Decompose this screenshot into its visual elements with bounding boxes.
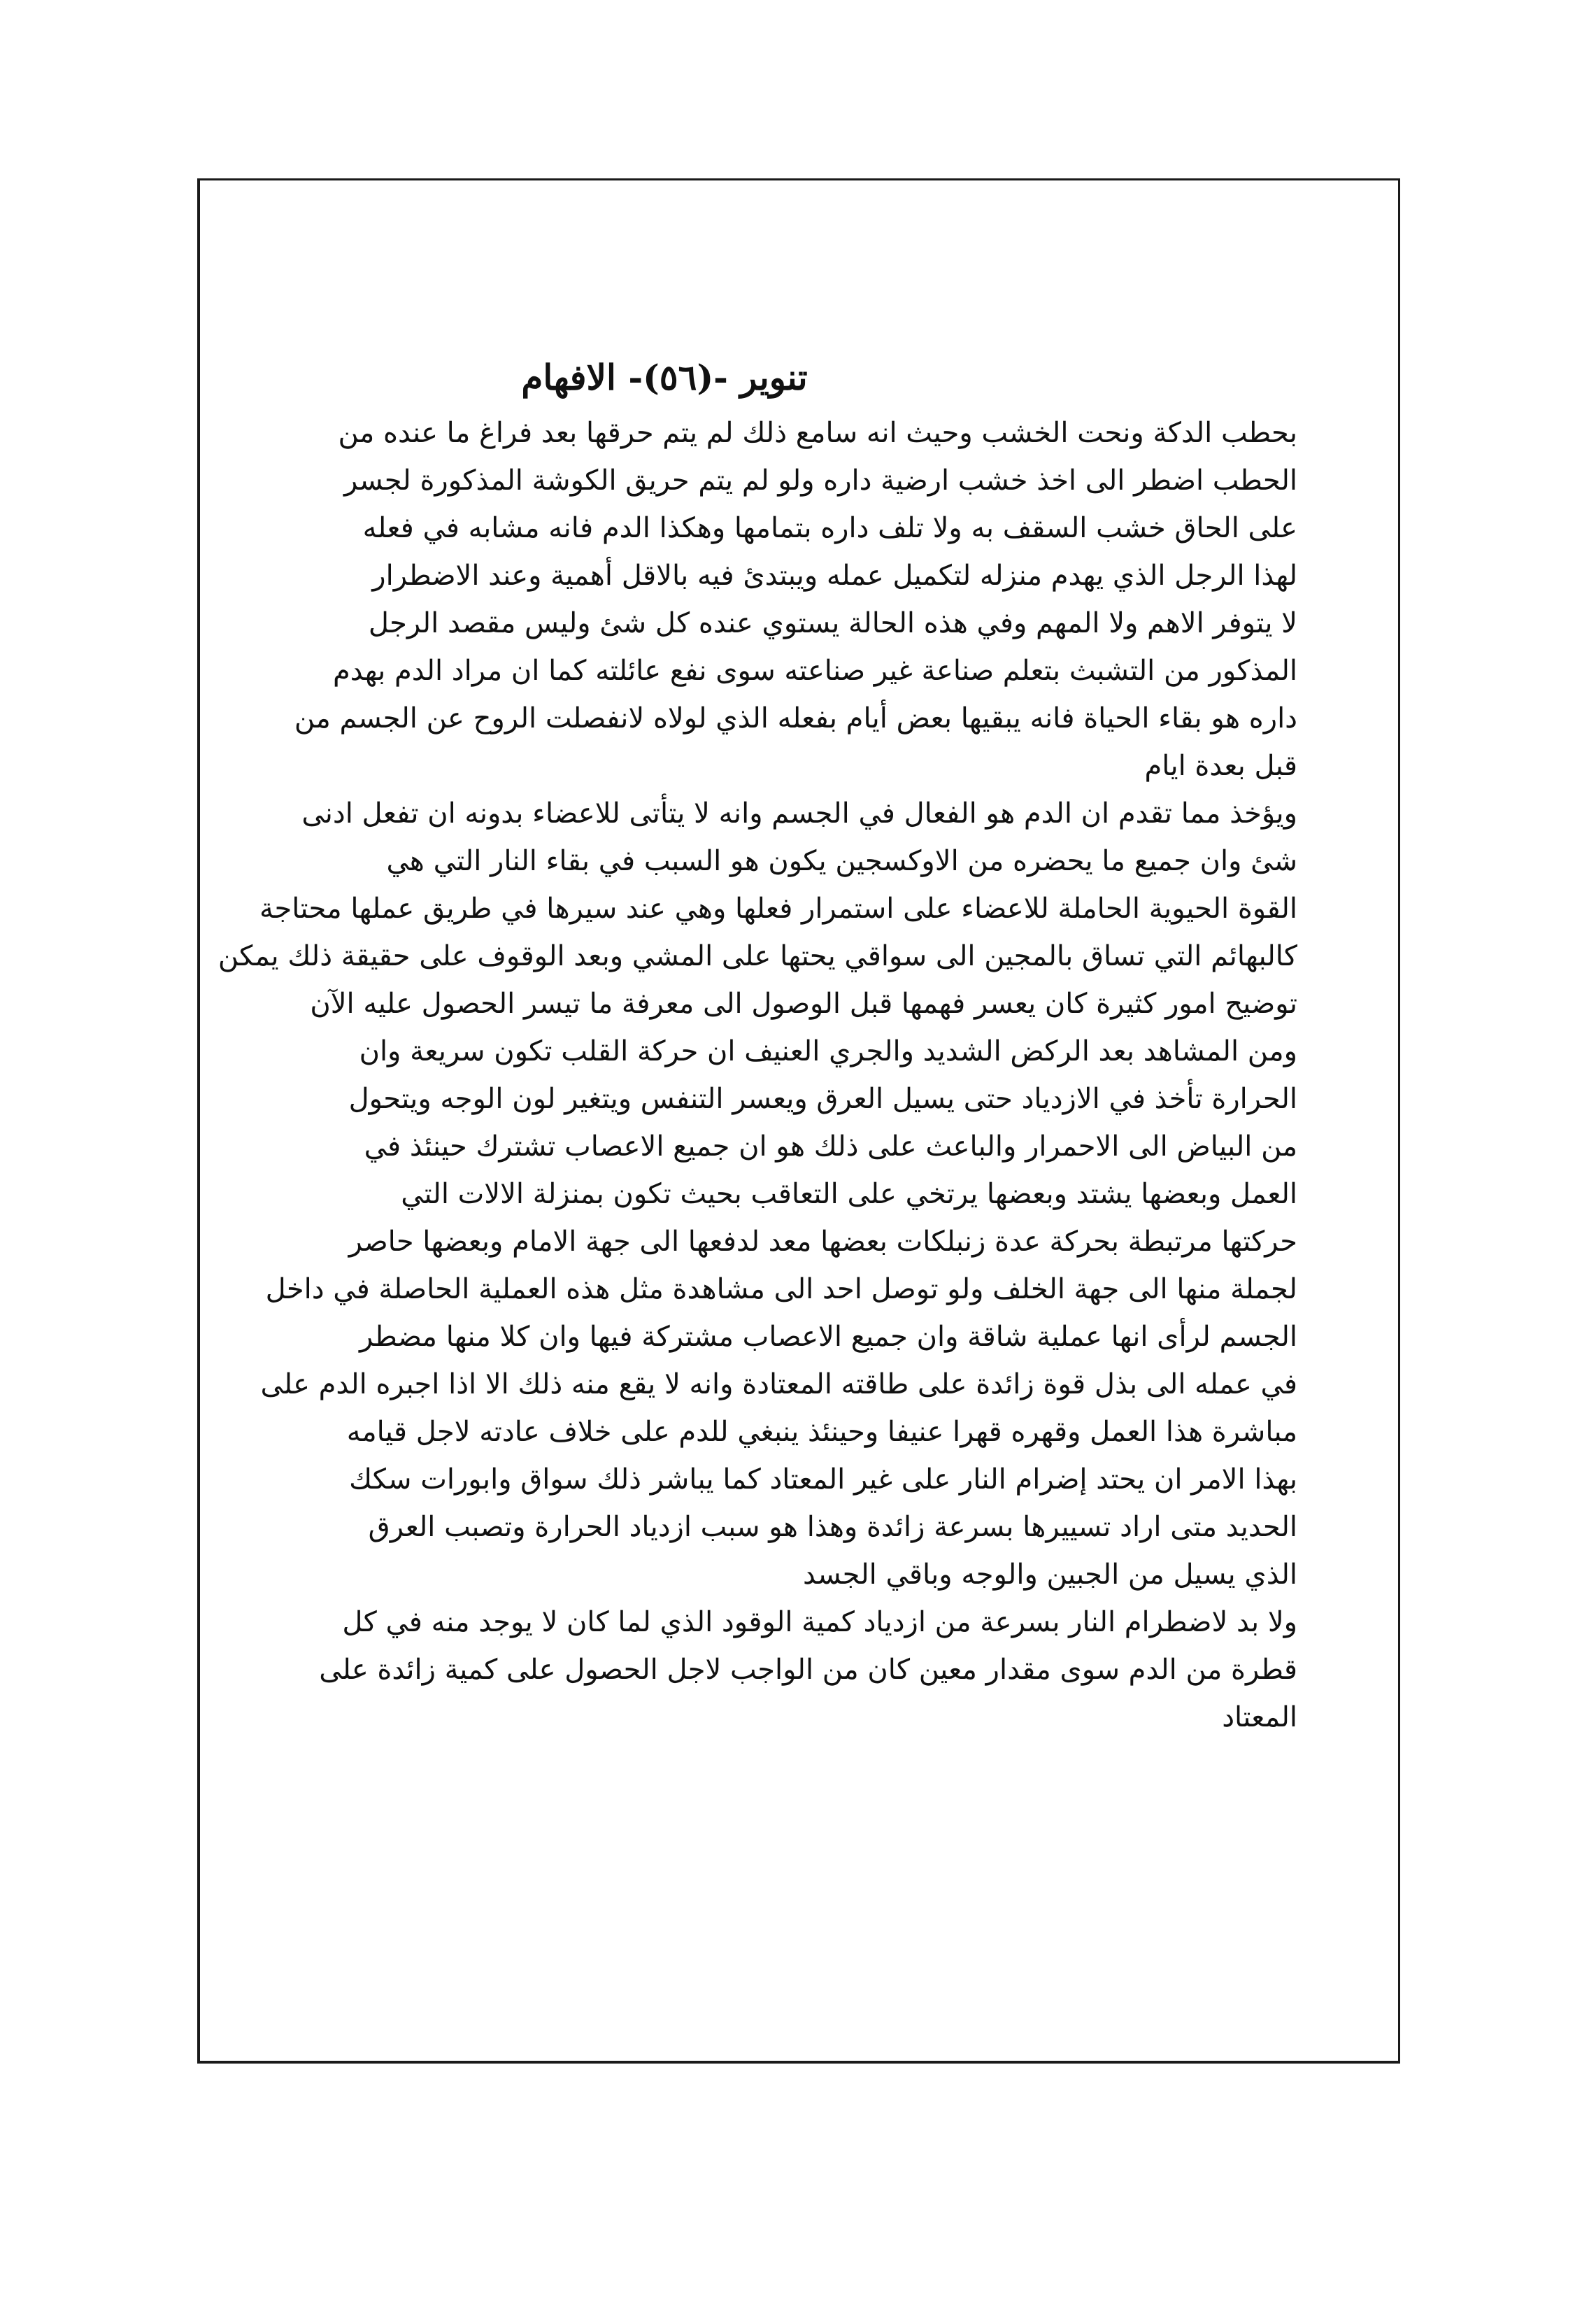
text-line: المعتاد xyxy=(1222,1701,1297,1733)
text-line: بحطب الدكة ونحت الخشب وحيث انه سامع ذلك لم يتم حرقها بعد فراغ ما عنده من xyxy=(338,417,1297,449)
text-line: شئ وان جميع ما يحضره من الاوكسجين يكون هو السبب في بقاء النار التي هي xyxy=(386,845,1297,877)
text-line: بهذا الامر ان يحتد إضرام النار على غير المعتاد كما يباشر ذلك سواق وابورات سكك xyxy=(349,1463,1297,1496)
text-line: كالبهائم التي تساق بالمجين الى سواقي يحتها على المشي وبعد الوقوف على حقيقة ذلك يمكن xyxy=(218,940,1297,972)
text-line: الحرارة تأخذ في الازدياد حتى يسيل العرق ويعسر التنفس ويتغير لون الوجه ويتحول xyxy=(348,1083,1297,1115)
text-line: داره هو بقاء الحياة فانه يبقيها بعض أيام بفعله الذي لولاه لانفصلت الروح عن الجسم من xyxy=(294,702,1297,734)
text-line: لا يتوفر الاهم ولا المهم وفي هذه الحالة يستوي عنده كل شئ وليس مقصد الرجل xyxy=(368,607,1297,639)
text-line: لجملة منها الى جهة الخلف ولو توصل احد الى مشاهدة مثل هذه العملية الحاصلة في داخل xyxy=(265,1273,1297,1305)
text-line: ومن المشاهد بعد الركض الشديد والجري العنيف ان حركة القلب تكون سريعة وان xyxy=(359,1035,1297,1067)
text-line: ويؤخذ مما تقدم ان الدم هو الفعال في الجسم وانه لا يتأتى للاعضاء بدونه ان تفعل ادنى xyxy=(301,797,1297,830)
text-line: الذي يسيل من الجبين والوجه وباقي الجسد xyxy=(802,1559,1297,1591)
text-line: الحطب اضطر الى اخذ خشب ارضية داره ولو لم يتم حريق الكوشة المذكورة لجسر xyxy=(343,464,1297,497)
text-line: في عمله الى بذل قوة زائدة على طاقته المعتادة وانه لا يقع منه ذلك الا اذا اجبره الدم على xyxy=(260,1368,1297,1400)
text-line: حركتها مرتبطة بحركة عدة زنبلكات بعضها معد لدفعها الى جهة الامام وبعضها حاصر xyxy=(348,1226,1297,1258)
text-line: قطرة من الدم سوى مقدار معين كان من الواجب لاجل الحصول على كمية زائدة على xyxy=(319,1654,1297,1686)
text-line: العمل وبعضها يشتد وبعضها يرتخي على التعاقب بحيث تكون بمنزلة الالات التي xyxy=(401,1178,1297,1210)
text-line: على الحاق خشب السقف به ولا تلف داره بتمامها وهكذا الدم فانه مشابه في فعله xyxy=(362,512,1297,544)
text-line: القوة الحيوية الحاملة للاعضاء على استمرار فعلها وهي عند سيرها في طريق عملها محتاجة xyxy=(259,893,1297,925)
body-text xyxy=(210,409,1297,1741)
text-line: لهذا الرجل الذي يهدم منزله لتكميل عمله ويبتدئ فيه بالاقل أهمية وعند الاضطرار xyxy=(372,560,1297,592)
text-line: الحديد متى اراد تسييرها بسرعة زائدة وهذا هو سبب ازدياد الحرارة وتصبب العرق xyxy=(368,1511,1297,1543)
text-line: قبل بعدة ايام xyxy=(1144,750,1297,782)
text-line: المذكور من التشبث بتعلم صناعة غير صناعته سوى نفع عائلته كما ان مراد الدم بهدم xyxy=(332,655,1297,687)
text-line: من البياض الى الاحمرار والباعث على ذلك هو ان جميع الاعصاب تشترك حينئذ في xyxy=(364,1130,1297,1163)
text-line: مباشرة هذا العمل وقهره قهرا عنيفا وحينئذ ينبغي للدم على خلاف عادته لاجل قيامه xyxy=(346,1416,1297,1448)
text-line: الجسم لرأى انها عملية شاقة وان جميع الاعصاب مشتركة فيها وان كلا منها مضطر xyxy=(359,1321,1297,1353)
text-line: توضيح امور كثيرة كان يعسر فهمها قبل الوصول الى معرفة ما تيسر الحصول عليه الآن xyxy=(310,988,1297,1020)
page-header: تنوير -(٥٦)- الافهام xyxy=(521,357,808,398)
text-line: ولا بد لاضطرام النار بسرعة من ازدياد كمية الوقود الذي لما كان لا يوجد منه في كل xyxy=(342,1606,1297,1638)
